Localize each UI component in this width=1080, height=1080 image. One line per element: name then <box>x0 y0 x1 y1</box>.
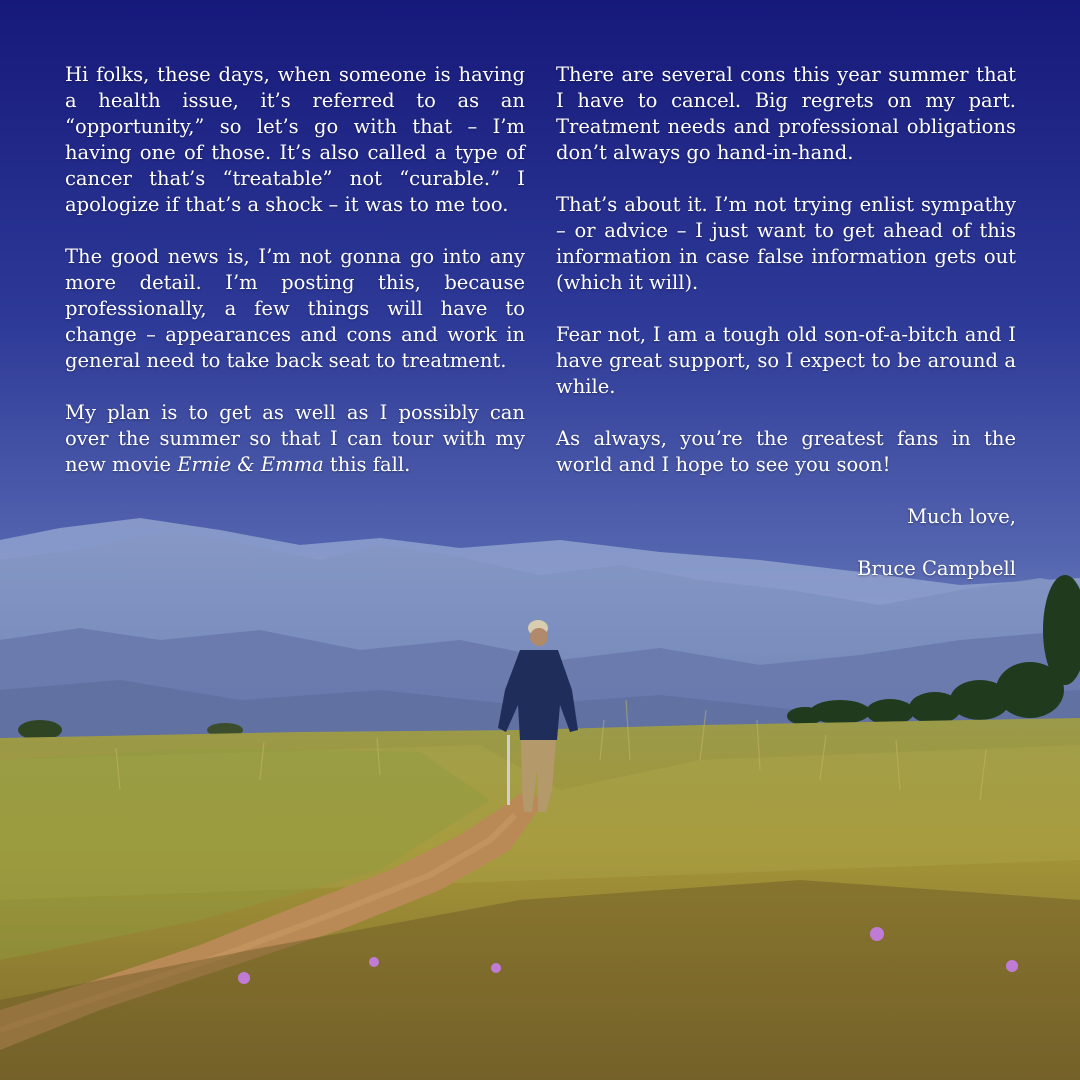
movie-title: Ernie & Emma <box>177 453 324 476</box>
paragraph-cons: There are several cons this year summer that I have to cancel. Big regrets on my part. Treatment needs and professional obligations don’t always go hand-in-hand. <box>556 63 1016 164</box>
paragraph-thats-about-it: That’s about it. I’m not trying enlist sympathy – or advice – I just want to get ahead of this information in case false information gets out (which it will). <box>556 193 1016 294</box>
letter-right-column <box>556 62 1016 608</box>
plan-text: My plan is to get as well as I possibly can over the summer so that I can tour with my new movie <box>65 401 525 476</box>
letter-left-column <box>65 62 525 504</box>
paragraph-health-issue: Hi folks, these days, when someone is having a health issue, it’s referred to as an “opportunity,” so let’s go with that – I’m having one of those. It’s also called a type of cancer that’s “treatable” not “curable.” I apologize if that’s a shock – it was to me too. <box>65 63 525 216</box>
plan-text-end: this fall. <box>323 453 411 476</box>
closing: Much love, <box>907 505 1016 528</box>
paragraph-plan <box>65 400 525 478</box>
signature: Bruce Campbell <box>857 557 1016 580</box>
paragraph-good-news: The good news is, I’m not gonna go into any more detail. I’m posting this, because professionally, a few things will have to change – appearances and cons and work in general need to take back seat to treatment. <box>65 245 525 372</box>
paragraph-fear-not: Fear not, I am a tough old son-of-a-bitch and I have great support, so I expect to be around a while. <box>556 323 1016 398</box>
paragraph-greatest-fans: As always, you’re the greatest fans in the world and I hope to see you soon! <box>556 427 1016 476</box>
